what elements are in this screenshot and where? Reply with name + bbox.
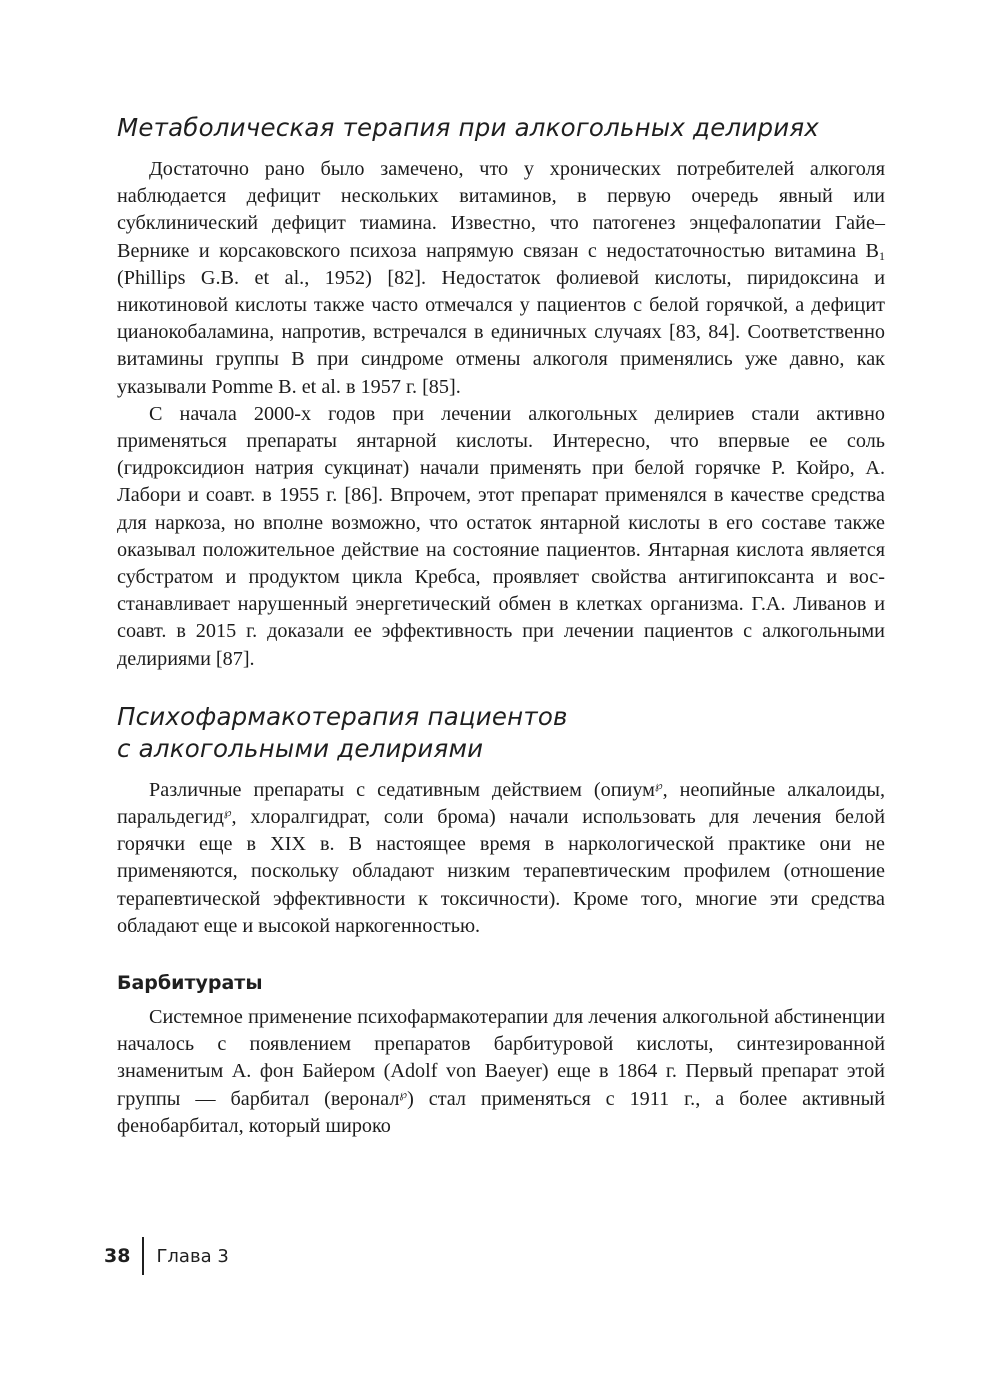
registered-mark-icon: ℘: [654, 778, 663, 792]
heading-line: Психофармакотерапия пациентов: [117, 701, 568, 731]
chapter-label: Глава 3: [156, 1245, 229, 1267]
paragraph: [117, 1004, 885, 1140]
text-run: Достаточно рано было замечено, что у хронических потребителей алкоголя наблюдается дефицит нескольких витаминов, в первую очередь явный или субклинический дефицит тиамина. Известно, что патогенез энцефалопатии Гайе–Вернике и корсаковского психоза напрямую связан с недостаточностью витамина B: [117, 158, 885, 262]
paragraph: [117, 156, 885, 401]
registered-mark-icon: ℘: [399, 1087, 408, 1101]
heading-line: с алкогольными делириями: [117, 733, 484, 763]
text-run: , неопийные алкалоиды, паральдегид: [117, 778, 885, 829]
text-run: , хлоралгидрат, соли брома) начали использовать для лечения белой горячки еще в XIX в. В настоящее время в наркологической практике они не применяются, поскольку обладают низким терапевтическим профилем (отношение терапевтической эффективности к токсичности). Кроме того, многие эти средства обладают еще и высокой наркогенностью.: [117, 806, 885, 937]
section-heading-psychopharmacotherapy: [117, 701, 885, 765]
page-footer: [104, 1236, 229, 1276]
text-run: Различные препараты с седативным действием (опиум: [149, 778, 655, 801]
subsection-heading-barbiturates: Барбитураты: [117, 972, 263, 995]
text-run: Системное применение психофармакотерапии для лечения алкогольной абстиненции началось с появлением препаратов барбитуровой кислоты, синтезированной знаменитым A. фон Байером (Adolf von Baeyer) еще в 1864 г. Первый препарат этой группы — барбитал (веронал: [117, 1006, 885, 1110]
page-number: 38: [104, 1245, 131, 1267]
registered-mark-icon: ℘: [223, 806, 232, 820]
text-run: ) стал применяться с 1911 г., а более активный фенобарбитал, который широко: [117, 1087, 885, 1137]
footer-divider: [142, 1237, 144, 1275]
page-content: [117, 112, 885, 1140]
paragraph: С начала 2000-х годов при лечении алкогольных делириев стали активно применяться препараты янтарной кислоты. Интересно, что впервые ее соль (гидроксидион натрия сукцинат) начали применять при белой горячке P. Койро, A. Лабори и соавт. в 1955 г. [86]. Впрочем, этот препарат применялся в качестве средства для наркоза, но вполне возможно, что остаток янтарной кислоты в его составе также оказывал положительное действие на состояние пациентов. Янтарная кислота является субстратом и продуктом цикла Кребса, проявляет свойства антигипоксанта и восстанавливает нарушенный энергетический обмен в клетках организма. Г.А. Ливанов и соавт. в 2015 г. доказали ее эффективность при лечении пациентов с алкогольными делириями [87].: [117, 402, 885, 670]
subscript: 1: [879, 248, 885, 263]
paragraph: [117, 777, 885, 940]
section-heading-metabolic: Метаболическая терапия при алкогольных делириях: [117, 113, 819, 142]
text-run: (Phillips G.B. et al., 1952) [82]. Недостаток фолиевой кислоты, пиридоксина и никотиновой кислоты также часто отмечался у пациентов с белой горячкой, а дефицит цианокобаламина, напротив, встречался в единичных случаях [83, 84]. Соответственно витамины группы B при синдроме отмены алкоголя применялись уже давно, как указывали Pomme B. et al. в 1957 г. [85].: [117, 266, 885, 398]
